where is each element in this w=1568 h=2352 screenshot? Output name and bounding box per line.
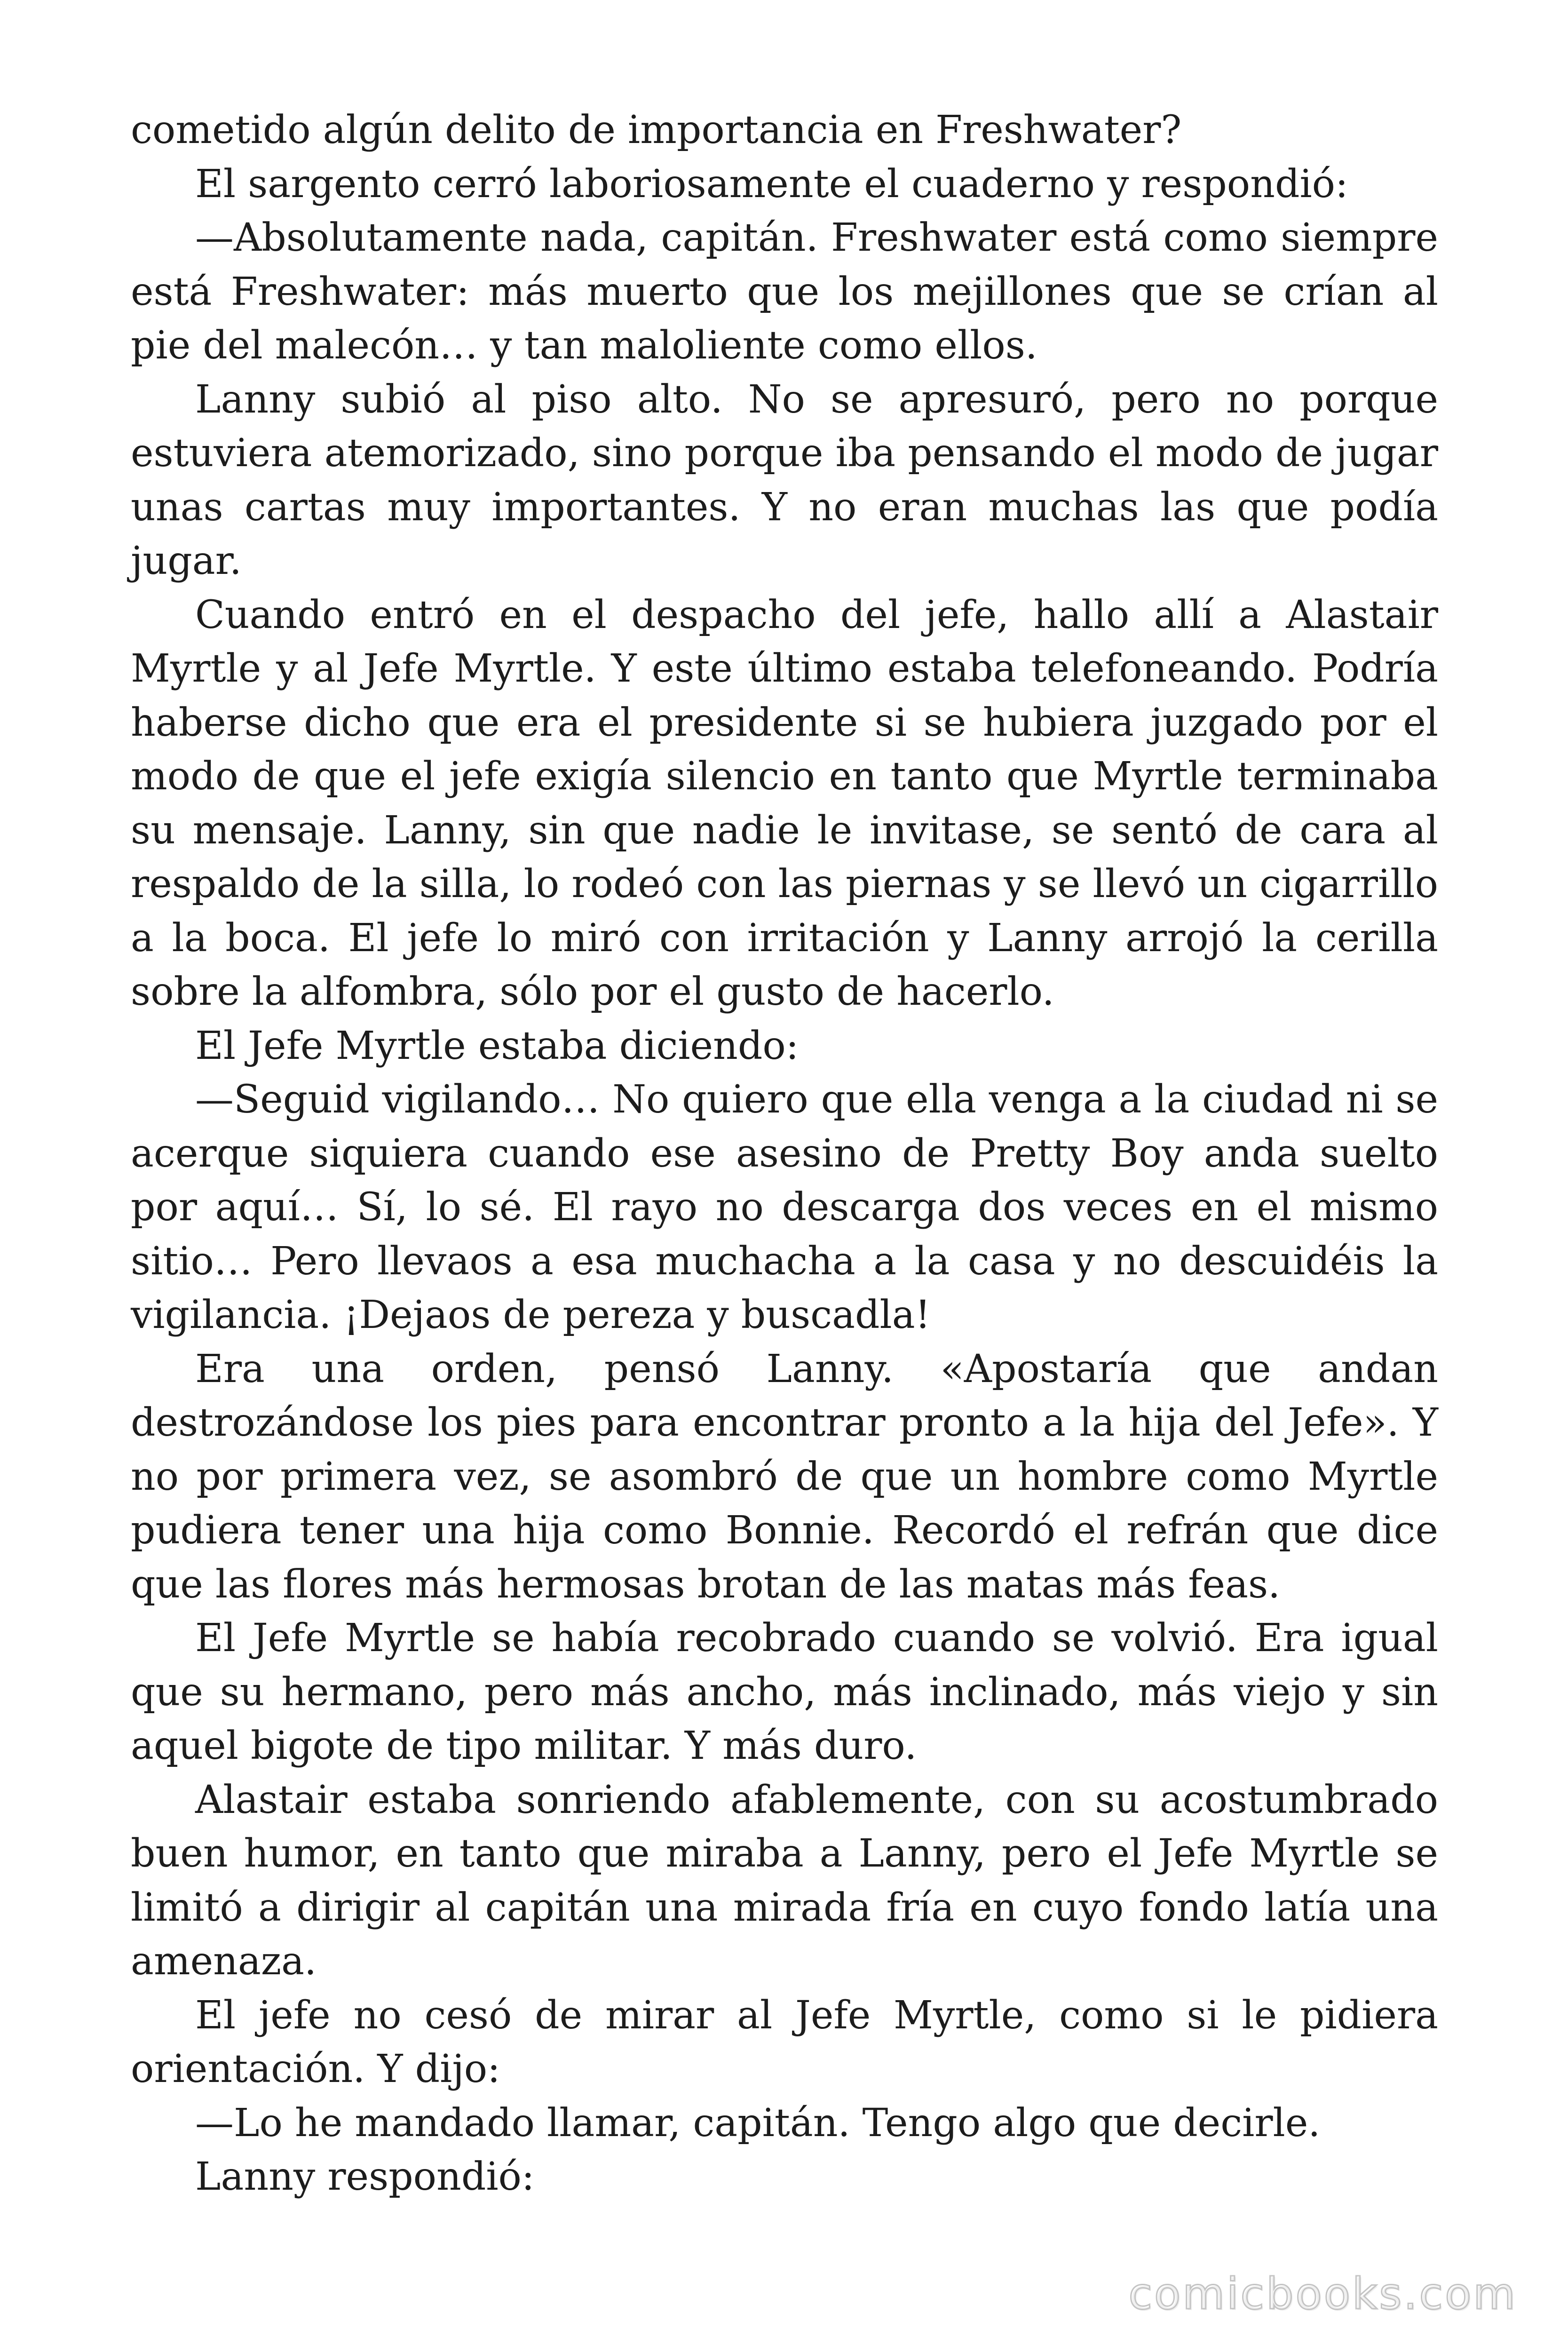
paragraph-12: —Lo he mandado llamar, capitán. Tengo algo que decirle. <box>195 2100 1321 2145</box>
paragraph-5: Cuando entró en el despacho del jefe, hallo allí a Alastair Myrtle y al Jefe Myrtle. Y este último estaba telefoneando. Podría haberse dicho que era el presidente si se hubiera juzgado por el modo de que el jefe exigía silencio en tanto que Myrtle terminaba su mensaje. Lanny, sin que nadie le invitase, se sentó de cara al respaldo de la silla, lo rodeó con las piernas y se llevó un cigarrillo a la boca. El jefe lo miró con irritación y Lanny arrojó la cerilla sobre la alfombra, sólo por el gusto de hacerlo. <box>131 592 1438 1014</box>
paragraph-8: Era una orden, pensó Lanny. «Apostaría que andan destrozándose los pies para encontrar pronto a la hija del Jefe». Y no por primera vez, se asombró de que un hombre como Myrtle pudiera tener una hija como Bonnie. Recordó el refrán que dice que las flores más hermosas brotan de las matas más feas. <box>131 1346 1438 1607</box>
paragraph-13: Lanny respondió: <box>195 2154 535 2199</box>
page-body <box>131 103 1438 2204</box>
paragraph-11: El jefe no cesó de mirar al Jefe Myrtle, como si le pidiera orientación. Y dijo: <box>131 1993 1438 2091</box>
paragraph-10: Alastair estaba sonriendo afablemente, con su acostumbrado buen humor, en tanto que miraba a Lanny, pero el Jefe Myrtle se limitó a dirigir al capitán una mirada fría en cuyo fondo latía una amenaza. <box>131 1777 1438 1984</box>
watermark: comicbooks.com <box>1128 2269 1517 2319</box>
paragraph-7: —Seguid vigilando… No quiero que ella venga a la ciudad ni se acerque siquiera cuando ese asesino de Pretty Boy anda suelto por aquí… Sí, lo sé. El rayo no descarga dos veces en el mismo sitio… Pero llevaos a esa muchacha a la casa y no descuidéis la vigilancia. ¡Dejaos de pereza y buscadla! <box>131 1077 1438 1337</box>
paragraph-9: El Jefe Myrtle se había recobrado cuando se volvió. Era igual que su hermano, pero más ancho, más inclinado, más viejo y sin aquel bigote de tipo militar. Y más duro. <box>131 1616 1438 1768</box>
paragraph-1: cometido algún delito de importancia en Freshwater? <box>131 108 1182 152</box>
paragraph-6: El Jefe Myrtle estaba diciendo: <box>195 1023 799 1068</box>
paragraph-4: Lanny subió al piso alto. No se apresuró, pero no porque estuviera atemorizado, sino porque iba pensando el modo de jugar unas cartas muy importantes. Y no eran muchas las que podía jugar. <box>131 377 1438 583</box>
paragraph-3: —Absolutamente nada, capitán. Freshwater está como siempre está Freshwater: más muerto que los mejillones que se crían al pie del malecón… y tan maloliente como ellos. <box>131 215 1438 368</box>
paragraph-2: El sargento cerró laboriosamente el cuaderno y respondió: <box>195 161 1348 207</box>
